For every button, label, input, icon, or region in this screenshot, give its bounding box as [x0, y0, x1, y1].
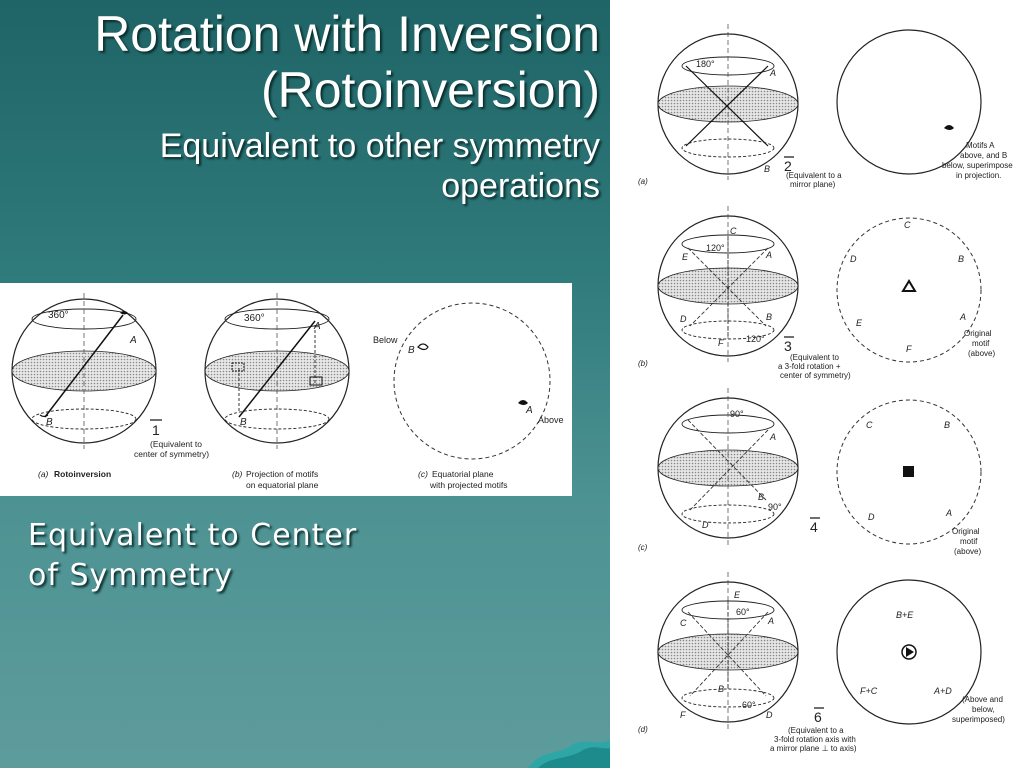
note-1-line-2: center of symmetry) [134, 449, 210, 459]
body-text [28, 516, 408, 596]
panel-d-side-3: superimposed) [952, 715, 1005, 724]
panel-b-note-3: center of symmetry) [780, 371, 851, 380]
panel-d-proj-fc: F+C [860, 686, 878, 696]
panel-b-side-2: motif [972, 339, 990, 348]
panel-b-label-b: B [766, 312, 773, 322]
slide-title [10, 6, 600, 118]
panel-a-label-b: B [764, 164, 771, 174]
caption-c-letter: (c) [418, 469, 428, 479]
panel-b-label-a: A [766, 250, 773, 260]
subtitle-line-2: operations [441, 167, 600, 205]
symbol-1: 1 [152, 422, 160, 438]
panel-a-note-1: (Equivalent to a [786, 171, 842, 180]
angle-label-b: 360° [244, 313, 265, 324]
label-above: Above [538, 415, 564, 425]
body-line-2: of Symmetry [28, 558, 234, 593]
panel-d-side-2: below, [972, 705, 995, 714]
panel-a-label-a: A [770, 68, 777, 78]
caption-c-line-2: with projected motifs [430, 480, 508, 490]
panel-d [658, 572, 981, 730]
caption-b-line-2: on equatorial plane [246, 480, 319, 490]
panel-b-proj-d: D [850, 254, 857, 264]
panel-d-angle-top: 60° [736, 607, 750, 617]
panel-c-angle-side: 90° [768, 502, 782, 512]
wave-decoration [528, 738, 610, 768]
panel-c-label-d: D [702, 520, 709, 530]
motif-below [418, 344, 428, 350]
panel-c-label-b: B [758, 492, 765, 502]
rotoinversion-series-figure [610, 0, 1024, 768]
panel-a-letter: (a) [638, 177, 648, 186]
panel-c-angle-top: 90° [730, 409, 744, 419]
subtitle-line-1: Equivalent to other symmetry [159, 127, 600, 165]
panel-b-angle-top: 120° [706, 243, 725, 253]
panel-a-side-4: in projection. [956, 171, 1002, 180]
panel-b-label-d: D [680, 314, 687, 324]
panel-b-label-e: E [682, 252, 689, 262]
panel-b-proj-c: C [904, 220, 911, 230]
panel-b-symbol: 3 [784, 338, 792, 354]
equatorial-plane-circle [394, 303, 550, 459]
angle-label-a: 360° [48, 310, 69, 321]
label-b-2: B [240, 417, 247, 428]
panel-c-proj-c: C [866, 420, 873, 430]
panel-b-label-c: C [730, 226, 737, 236]
panel-b [658, 206, 981, 362]
label-a-3: A [526, 405, 533, 416]
panel-d-label-d: D [766, 710, 773, 720]
panel-c-proj-b: B [944, 420, 951, 430]
panel-c-letter: (c) [638, 543, 648, 552]
rotoinversion-series-diagram [610, 0, 1024, 768]
panel-d-label-b: B [718, 684, 725, 694]
panel-c-side-1: Original [952, 527, 980, 536]
caption-a-letter: (a) [38, 469, 49, 479]
label-b-1: B [46, 417, 53, 428]
panel-b-note-1: (Equivalent to [790, 353, 839, 362]
panel-a-side-1: Motifs A [966, 141, 995, 150]
panel-c-side-2: motif [960, 537, 978, 546]
panel-d-letter: (d) [638, 725, 648, 734]
panel-d-label-e: E [734, 590, 741, 600]
panel-b-side-3: (above) [968, 349, 996, 358]
rotoinversion-diagram [0, 283, 572, 496]
panel-d-label-a: A [768, 616, 775, 626]
panel-d-side-1: (Above and [962, 695, 1003, 704]
rotoinversion-figure [0, 283, 572, 496]
panel-d-label-f: F [680, 710, 686, 720]
panel-b-note-2: a 3-fold rotation + [778, 362, 841, 371]
panel-d-label-c: C [680, 618, 687, 628]
caption-b-line-1: Projection of motifs [246, 469, 319, 479]
label-a-2: A [314, 321, 321, 332]
panel-a-side-2: above, and B [960, 151, 1008, 160]
panel-c-side-3: (above) [954, 547, 982, 556]
panel-d-angle-bottom: 60° [742, 700, 756, 710]
panel-c-label-a: A [770, 432, 777, 442]
panel-b-proj-a: A [960, 312, 967, 322]
body-line-1: Equivalent to Center [28, 518, 358, 553]
panel-b-label-f: F [718, 338, 724, 348]
panel-c-proj-d: D [868, 512, 875, 522]
panel-a-side-3: below, superimpose [942, 161, 1013, 170]
title-line-2: (Rotoinversion) [260, 62, 600, 118]
title-line-1: Rotation with Inversion [94, 6, 600, 62]
caption-b-letter: (b) [232, 469, 243, 479]
panel-d-note-2: 3-fold rotation axis with [774, 735, 856, 744]
panel-b-angle-bottom: 120° [746, 334, 765, 344]
panel-d-proj-be: B+E [896, 610, 914, 620]
label-a-1: A [130, 335, 137, 346]
panel-b-proj-b: B [958, 254, 965, 264]
panel-a-symbol: 2 [784, 158, 792, 174]
panel-c-symbol: 4 [810, 519, 818, 535]
panel-a-angle: 180° [696, 59, 715, 69]
sphere-a [12, 293, 156, 449]
panel-b-proj-f: F [906, 344, 912, 354]
panel-d-symbol: 6 [814, 709, 822, 725]
note-1-line-1: (Equivalent to [150, 439, 202, 449]
caption-a-text: Rotoinversion [54, 469, 112, 479]
panel-d-proj-ad: A+D [934, 686, 952, 696]
panel-c-proj-a: A [946, 508, 953, 518]
panel-d-note-1: (Equivalent to a [788, 726, 844, 735]
title-block [10, 6, 600, 206]
slide-subtitle [10, 126, 600, 206]
panel-a [658, 24, 981, 180]
panel-a-note-2: mirror plane) [790, 180, 836, 189]
caption-c-line-1: Equatorial plane [432, 469, 494, 479]
panel-b-side-1: Original [964, 329, 992, 338]
label-b-3: B [408, 345, 415, 356]
sphere-b [205, 293, 349, 449]
panel-b-letter: (b) [638, 359, 648, 368]
panel-d-note-3: a mirror plane ⊥ to axis) [770, 744, 857, 753]
label-below: Below [373, 335, 398, 345]
panel-b-proj-e: E [856, 318, 863, 328]
